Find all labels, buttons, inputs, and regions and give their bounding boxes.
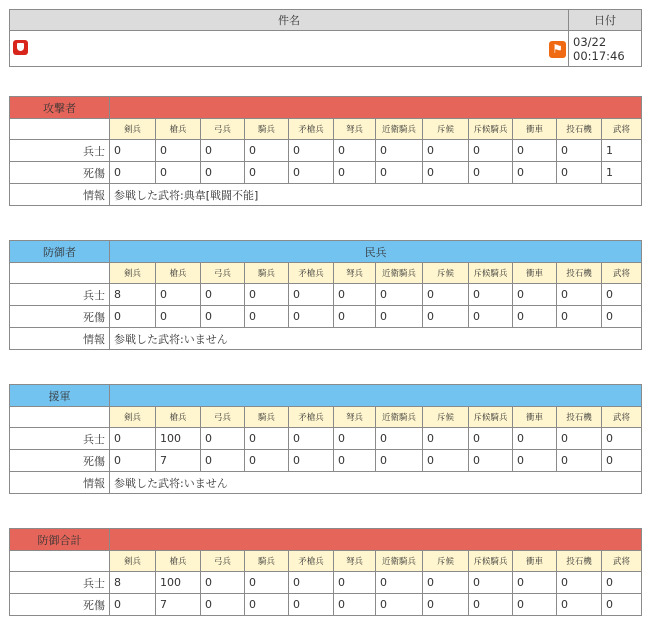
soldier-count: 1 [602, 140, 642, 162]
soldier-count: 0 [469, 572, 513, 594]
casualty-count: 0 [334, 162, 376, 184]
unit-header: 弓兵 [201, 551, 245, 572]
unit-header: 衝車 [513, 263, 557, 284]
casualty-count: 0 [245, 594, 289, 616]
casualty-count: 0 [602, 594, 642, 616]
soldier-count: 0 [376, 140, 423, 162]
unit-header: 近衛騎兵 [376, 551, 423, 572]
casualty-count: 0 [602, 306, 642, 328]
soldier-count: 0 [110, 140, 156, 162]
casualties-label: 死傷 [10, 450, 110, 472]
unit-header: 斥候騎兵 [469, 407, 513, 428]
unit-header: 矛槍兵 [289, 263, 334, 284]
casualty-count: 0 [557, 306, 602, 328]
defender-title: 防御者 [10, 241, 110, 263]
casualty-count: 0 [289, 306, 334, 328]
soldier-count: 0 [289, 140, 334, 162]
unit-header: 剣兵 [110, 263, 156, 284]
unit-header: 槍兵 [156, 551, 201, 572]
casualty-count: 0 [245, 306, 289, 328]
unit-header: 武将 [602, 407, 642, 428]
subject-header: 件名 [10, 10, 569, 31]
soldier-count: 0 [557, 572, 602, 594]
casualty-count: 0 [376, 162, 423, 184]
casualties-label: 死傷 [10, 162, 110, 184]
soldier-count: 8 [110, 572, 156, 594]
casualty-count: 0 [334, 450, 376, 472]
unit-header: 斥候騎兵 [469, 551, 513, 572]
soldier-count: 0 [513, 428, 557, 450]
unit-header: 投石機 [557, 407, 602, 428]
soldier-count: 0 [334, 284, 376, 306]
info-text: 参戦した武将:いません [110, 328, 642, 350]
soldiers-label: 兵士 [10, 572, 110, 594]
time-value: 00:17:46 [573, 48, 625, 63]
date-header: 日付 [569, 10, 642, 31]
unit-header: 剣兵 [110, 551, 156, 572]
soldier-count: 0 [289, 572, 334, 594]
casualty-count: 0 [376, 306, 423, 328]
soldier-count: 100 [156, 572, 201, 594]
defender-banner: 民兵 [110, 241, 642, 263]
soldier-count: 0 [423, 140, 469, 162]
soldier-count: 0 [376, 572, 423, 594]
subject-cell[interactable] [10, 31, 569, 67]
soldier-count: 0 [245, 428, 289, 450]
unit-header-blank [10, 551, 110, 572]
info-text: 参戦した武将:典韋[戦闘不能] [110, 184, 642, 206]
casualty-count: 0 [423, 162, 469, 184]
soldier-count: 0 [156, 284, 201, 306]
date-cell [569, 31, 642, 67]
soldier-count: 0 [245, 140, 289, 162]
unit-header: 武将 [602, 263, 642, 284]
unit-header: 斥候騎兵 [469, 263, 513, 284]
soldiers-label: 兵士 [10, 140, 110, 162]
unit-header: 槍兵 [156, 263, 201, 284]
soldier-count: 0 [469, 428, 513, 450]
soldier-count: 0 [513, 284, 557, 306]
casualty-count: 0 [469, 594, 513, 616]
casualty-count: 0 [201, 306, 245, 328]
reinforcement-title: 援軍 [10, 385, 110, 407]
casualty-count: 0 [245, 450, 289, 472]
soldier-count: 0 [245, 284, 289, 306]
soldier-count: 0 [513, 140, 557, 162]
unit-header: 弩兵 [334, 551, 376, 572]
soldier-count: 0 [602, 284, 642, 306]
casualty-count: 0 [513, 450, 557, 472]
casualty-count: 7 [156, 594, 201, 616]
soldier-count: 0 [110, 428, 156, 450]
unit-header: 騎兵 [245, 119, 289, 140]
casualty-count: 0 [423, 306, 469, 328]
soldier-count: 0 [469, 284, 513, 306]
casualty-count: 0 [602, 450, 642, 472]
unit-header-blank [10, 263, 110, 284]
casualty-count: 0 [156, 306, 201, 328]
info-label: 情報 [10, 184, 110, 206]
unit-header: 投石機 [557, 551, 602, 572]
casualty-count: 0 [245, 162, 289, 184]
casualty-count: 0 [557, 162, 602, 184]
info-label: 情報 [10, 472, 110, 494]
unit-header: 斥候 [423, 407, 469, 428]
unit-header: 近衛騎兵 [376, 407, 423, 428]
casualty-count: 0 [557, 594, 602, 616]
unit-header: 斥候騎兵 [469, 119, 513, 140]
soldier-count: 100 [156, 428, 201, 450]
soldier-count: 0 [376, 284, 423, 306]
unit-header: 衝車 [513, 551, 557, 572]
casualty-count: 0 [110, 450, 156, 472]
unit-header-blank [10, 407, 110, 428]
casualty-count: 0 [376, 594, 423, 616]
casualty-count: 0 [289, 450, 334, 472]
casualty-count: 0 [289, 162, 334, 184]
soldier-count: 0 [201, 284, 245, 306]
casualty-count: 0 [110, 162, 156, 184]
unit-header: 投石機 [557, 263, 602, 284]
info-label: 情報 [10, 328, 110, 350]
soldier-count: 0 [289, 428, 334, 450]
message-header-table [9, 9, 642, 67]
unit-header: 武将 [602, 551, 642, 572]
unit-header: 弓兵 [201, 119, 245, 140]
casualty-count: 0 [469, 306, 513, 328]
casualty-count: 0 [334, 594, 376, 616]
unit-header: 槍兵 [156, 407, 201, 428]
unit-header: 斥候 [423, 119, 469, 140]
casualty-count: 0 [513, 594, 557, 616]
soldier-count: 0 [334, 572, 376, 594]
soldier-count: 0 [245, 572, 289, 594]
soldier-count: 0 [334, 140, 376, 162]
unit-header: 弩兵 [334, 407, 376, 428]
soldier-count: 0 [557, 140, 602, 162]
unit-header: 斥候 [423, 263, 469, 284]
soldier-count: 0 [557, 428, 602, 450]
casualty-count: 0 [513, 162, 557, 184]
soldier-count: 0 [201, 572, 245, 594]
shield-icon [13, 40, 28, 55]
casualty-count: 0 [334, 306, 376, 328]
soldier-count: 0 [602, 428, 642, 450]
unit-header: 槍兵 [156, 119, 201, 140]
soldier-count: 0 [423, 428, 469, 450]
soldier-count: 0 [602, 572, 642, 594]
casualty-count: 0 [469, 162, 513, 184]
unit-header: 矛槍兵 [289, 119, 334, 140]
casualty-count: 0 [201, 450, 245, 472]
casualty-count: 0 [376, 450, 423, 472]
soldier-count: 0 [156, 140, 201, 162]
defense-total-title: 防御合計 [10, 529, 110, 551]
info-text: 参戦した武将:いません [110, 472, 642, 494]
soldier-count: 0 [201, 140, 245, 162]
defense-total-banner [110, 529, 642, 551]
casualties-label: 死傷 [10, 306, 110, 328]
casualty-count: 0 [423, 594, 469, 616]
casualty-count: 0 [557, 450, 602, 472]
soldier-count: 0 [334, 428, 376, 450]
unit-header: 武将 [602, 119, 642, 140]
casualty-count: 0 [110, 594, 156, 616]
casualty-count: 0 [423, 450, 469, 472]
soldiers-label: 兵士 [10, 284, 110, 306]
unit-header: 近衛騎兵 [376, 119, 423, 140]
soldier-count: 0 [469, 140, 513, 162]
unit-header: 衝車 [513, 407, 557, 428]
casualty-count: 0 [513, 306, 557, 328]
reinforcement-table [9, 384, 642, 494]
date-value: 03/22 [573, 34, 607, 49]
soldier-count: 0 [201, 428, 245, 450]
soldier-count: 0 [557, 284, 602, 306]
unit-header: 矛槍兵 [289, 407, 334, 428]
soldier-count: 0 [376, 428, 423, 450]
unit-header: 弓兵 [201, 407, 245, 428]
soldier-count: 0 [423, 572, 469, 594]
soldier-count: 8 [110, 284, 156, 306]
casualty-count: 0 [289, 594, 334, 616]
casualty-count: 0 [156, 162, 201, 184]
attacker-banner [110, 97, 642, 119]
unit-header: 騎兵 [245, 551, 289, 572]
defender-table [9, 240, 642, 350]
soldier-count: 0 [289, 284, 334, 306]
attacker-table [9, 96, 642, 206]
unit-header: 斥候 [423, 551, 469, 572]
casualty-count: 1 [602, 162, 642, 184]
casualty-count: 7 [156, 450, 201, 472]
casualty-count: 0 [201, 594, 245, 616]
unit-header: 剣兵 [110, 407, 156, 428]
soldier-count: 0 [423, 284, 469, 306]
reinforcement-banner [110, 385, 642, 407]
unit-header: 衝車 [513, 119, 557, 140]
casualty-count: 0 [110, 306, 156, 328]
unit-header: 剣兵 [110, 119, 156, 140]
casualty-count: 0 [469, 450, 513, 472]
unit-header: 矛槍兵 [289, 551, 334, 572]
unit-header: 騎兵 [245, 263, 289, 284]
casualty-count: 0 [201, 162, 245, 184]
unit-header: 弩兵 [334, 119, 376, 140]
soldiers-label: 兵士 [10, 428, 110, 450]
unit-header: 弓兵 [201, 263, 245, 284]
unit-header: 近衛騎兵 [376, 263, 423, 284]
defense-total-table [9, 528, 642, 616]
running-figure-icon: ⚑ [549, 41, 566, 58]
casualties-label: 死傷 [10, 594, 110, 616]
attacker-title: 攻撃者 [10, 97, 110, 119]
unit-header: 騎兵 [245, 407, 289, 428]
soldier-count: 0 [513, 572, 557, 594]
unit-header: 弩兵 [334, 263, 376, 284]
unit-header: 投石機 [557, 119, 602, 140]
unit-header-blank [10, 119, 110, 140]
